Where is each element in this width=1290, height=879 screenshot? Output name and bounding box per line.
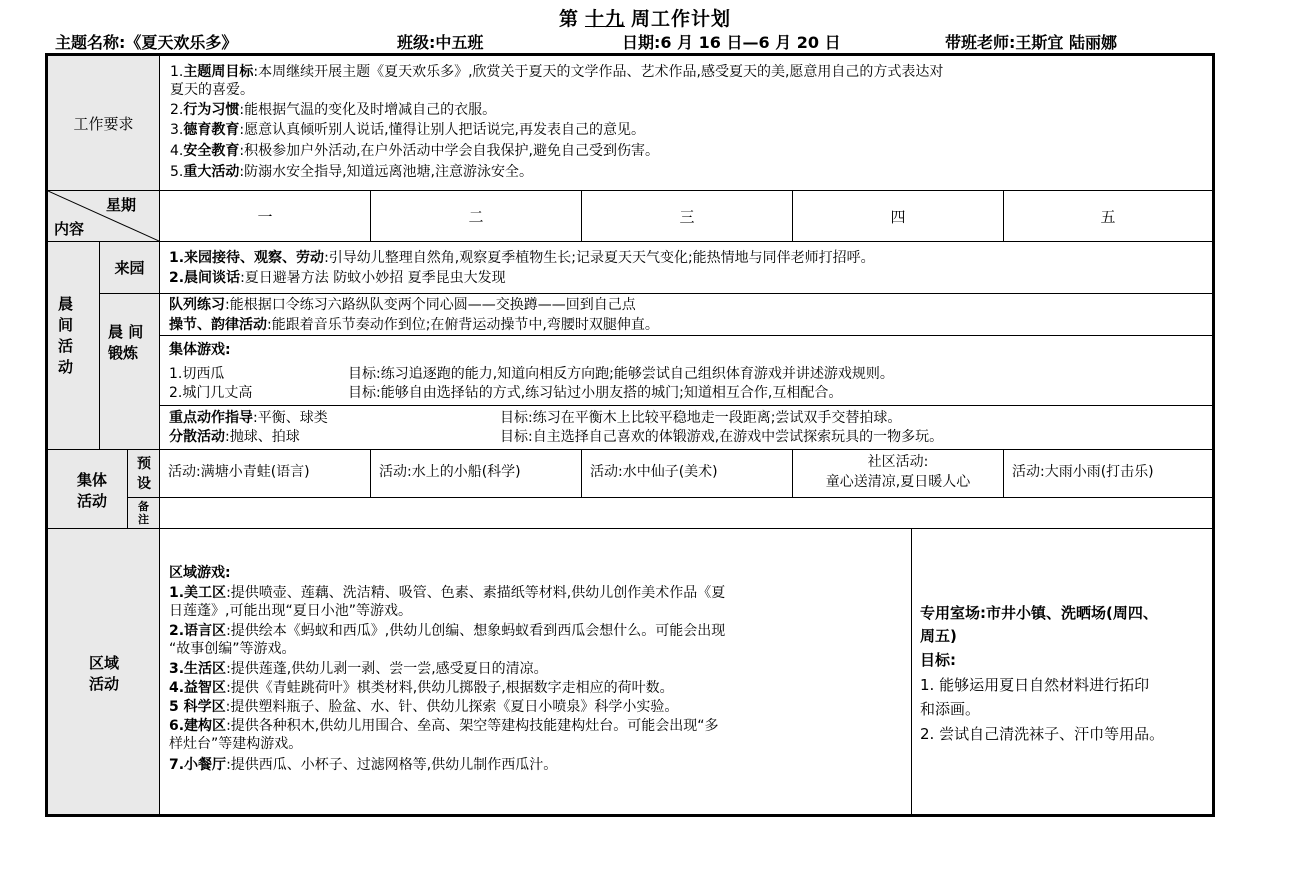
arrival-line-1: 1.来园接待、观察、劳动:引导幼儿整理自然角,观察夏季植物生长;记录夏天天气变化;能热情地与同伴老师打招呼。 (169, 250, 875, 266)
activity-thu (793, 450, 1004, 498)
key-goal: 目标:练习在平衡木上比较平稳地走一段距离;尝试双手交替拍球。 (500, 410, 902, 426)
area-line-10: 7.小餐厅:提供西瓜、小杯子、过滤网格等,供幼儿制作西瓜汁。 (169, 757, 558, 773)
title-suffix: 周工作计划 (631, 8, 732, 30)
activity-fri-text: 活动:大雨小雨(打击乐) (1012, 464, 1154, 480)
queue-content (160, 294, 1212, 336)
exercise-label: 晨 间锻炼 (108, 323, 144, 362)
area-line-6: 4.益智区:提供《青蛙跳荷叶》棋类材料,供幼儿掷骰子,根据数字走相应的荷叶数。 (169, 680, 674, 696)
area-line-1: 1.美工区:提供喷壶、莲藕、洗洁精、吸管、色素、素描纸等材料,供幼儿创作美术作品《夏 (169, 585, 726, 601)
day-mon: 一 (160, 191, 371, 242)
activity-fri (1004, 450, 1212, 498)
day-wed: 三 (582, 191, 793, 242)
activity-tue (371, 450, 582, 498)
req-item-1-cont: 夏天的喜爱。 (170, 82, 254, 98)
activity-wed (582, 450, 793, 498)
plan-table (45, 53, 1215, 817)
special-goal-2: 2. 尝试自己清洗袜子、汗巾等用品。 (920, 725, 1165, 743)
exercise-label-cell (100, 294, 160, 450)
group-label: 集体活动 (76, 471, 107, 510)
week-number: 十九 (584, 8, 625, 30)
game-1-goal: 目标:练习追逐跑的能力,知道向相反方向跑;能够尝试自己组织体育游戏并讲述游戏规则。 (348, 366, 894, 382)
plan-label-cell (128, 450, 160, 498)
area-line-2: 日莲蓬》,可能出现“夏日小池”等游戏。 (169, 603, 412, 619)
arrival-line-2: 2.晨间谈话:夏日避暑方法 防蚊小妙招 夏季昆虫大发现 (169, 270, 506, 286)
requirements-content (160, 56, 1212, 191)
day-tue: 二 (371, 191, 582, 242)
queue-line: 队列练习:能根据口令练习六路纵队变两个同心圆——交换蹲——回到自己点 (169, 297, 636, 313)
arrival-content (160, 242, 1212, 294)
req-item-3: 3.德育教育:愿意认真倾听别人说话,懂得让别人把话说完,再发表自己的意见。 (170, 122, 645, 138)
group-label-cell (48, 450, 128, 529)
game-2-name: 2.城门几丈高 (169, 385, 253, 401)
date-range: 日期:6 月 16 日—6 月 20 日 (622, 33, 841, 52)
teachers: 带班老师:王斯宜 陆丽娜 (945, 33, 1117, 52)
activity-mon (160, 450, 371, 498)
special-goal-1: 1. 能够运用夏日自然材料进行拓印 (920, 676, 1150, 694)
arrival-label: 来园 (100, 242, 160, 294)
activity-wed-text: 活动:水中仙子(美术) (590, 464, 718, 480)
corner-content: 内容 (54, 220, 85, 238)
special-line-1: 专用室场:市井小镇、洗晒场(周四、 (920, 604, 1158, 622)
game-2-goal: 目标:能够自由选择钻的方式,练习钻过小朋友搭的城门;知道相互合作,互相配合。 (348, 385, 843, 401)
title-prefix: 第 (558, 8, 579, 30)
special-goal-label: 目标: (920, 651, 956, 669)
morning-label: 晨间活动 (58, 295, 74, 376)
special-room (912, 529, 1212, 814)
requirements-label: 工作要求 (48, 56, 160, 191)
theme-name: 主题名称:《夏天欢乐多》 (55, 33, 238, 52)
rhythm-line: 操节、韵律活动:能跟着音乐节奏动作到位;在俯背运动操节中,弯腰时双腿伸直。 (169, 317, 659, 333)
games-heading: 集体游戏: (169, 342, 231, 358)
corner-weekday: 星期 (106, 196, 137, 214)
page-title (0, 4, 1290, 31)
area-label: 区域活动 (88, 654, 119, 693)
area-line-5: 3.生活区:提供莲蓬,供幼儿剥一剥、尝一尝,感受夏日的清凉。 (169, 661, 548, 677)
note-label: 备注 (138, 500, 149, 526)
area-games (160, 529, 912, 814)
note-content (160, 498, 1212, 529)
free-goal: 目标:自主选择自己喜欢的体锻游戏,在游戏中尝试探索玩具的一物多玩。 (500, 429, 944, 445)
area-line-8: 6.建构区:提供各种积木,供幼儿用围合、垒高、架空等建构技能建构灶台。可能会出现“多 (169, 718, 719, 734)
req-item-1: 1.主题周目标:本周继续开展主题《夏天欢乐多》,欣赏关于夏天的文学作品、艺术作品,感受夏天的美,愿意用自己的方式表达对 (170, 64, 944, 80)
free-line: 分散活动:抛球、拍球 (169, 429, 300, 445)
morning-label-cell (48, 242, 100, 450)
req-item-5: 5.重大活动:防溺水安全指导,知道远离池塘,注意游泳安全。 (170, 164, 533, 180)
area-line-4: “故事创编”等游戏。 (169, 641, 296, 657)
activity-tue-text: 活动:水上的小船(科学) (379, 464, 521, 480)
area-line-3: 2.语言区:提供绘本《蚂蚁和西瓜》,供幼儿创编、想象蚂蚁看到西瓜会想什么。可能会出现 (169, 623, 726, 639)
key-line: 重点动作指导:平衡、球类 (169, 410, 328, 426)
special-goal-1-cont: 和添画。 (920, 700, 981, 718)
plan-label: 预设 (137, 456, 151, 492)
req-item-2: 2.行为习惯:能根据气温的变化及时增减自己的衣服。 (170, 102, 497, 118)
day-fri: 五 (1004, 191, 1212, 242)
key-content (160, 406, 1212, 450)
games-content (160, 336, 1212, 406)
activity-thu-line1: 社区活动: (867, 454, 929, 470)
day-corner-cell (48, 191, 160, 242)
activity-mon-text: 活动:满塘小青蛙(语言) (168, 464, 310, 480)
area-label-cell (48, 529, 160, 814)
area-line-7: 5 科学区:提供塑料瓶子、脸盆、水、针、供幼儿探索《夏日小喷泉》科学小实验。 (169, 699, 679, 715)
special-line-2: 周五) (920, 627, 957, 645)
game-1-name: 1.切西瓜 (169, 366, 225, 382)
class-name: 班级:中五班 (397, 33, 484, 52)
area-line-9: 样灶台”等建构游戏。 (169, 736, 303, 752)
day-thu: 四 (793, 191, 1004, 242)
req-item-4: 4.安全教育:积极参加户外活动,在户外活动中学会自我保护,避免自己受到伤害。 (170, 143, 659, 159)
note-label-cell (128, 498, 160, 529)
area-heading: 区域游戏: (169, 565, 231, 581)
activity-thu-line2: 童心送清凉,夏日暖人心 (825, 474, 971, 490)
